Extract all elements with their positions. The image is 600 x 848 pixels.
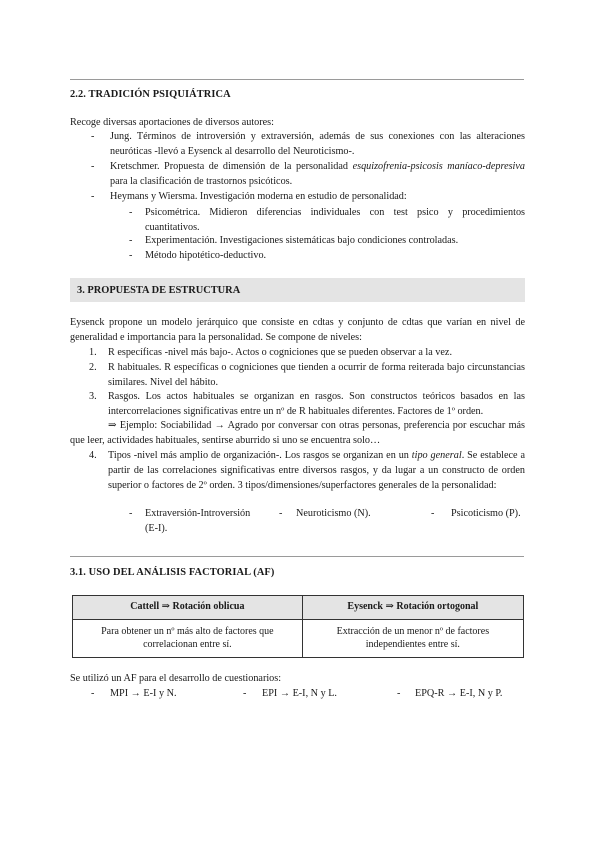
type-psicoticismo: Psicoticismo (P). — [451, 508, 521, 519]
table-header-cattell: Cattell ⇒ Rotación oblicua — [73, 596, 303, 620]
text-span: Tipos -nivel más amplio de organización-. Los rasgos se organizan en un — [108, 450, 412, 461]
level-4 — [108, 449, 525, 493]
table-cell-eysenck: Extracción de un menor nº de factores independientes entre sí. — [302, 619, 523, 657]
table-header-eysenck: Eysenck ⇒ Rotación ortogonal — [302, 596, 523, 620]
level-2: R habituales. R específicas o cogniciones que tienden a ocurrir de forma reiterada bajo circunstancias similares. Nivel del hábito. — [108, 362, 525, 388]
rotation-table — [72, 595, 524, 658]
section-divider — [70, 556, 524, 557]
bullet: - — [397, 688, 401, 699]
sub-bullet: - — [279, 508, 283, 519]
questionnaire-epi: EPI → E-I, N y L. — [262, 688, 337, 699]
section-heading-3-1: 3.1. USO DEL ANÁLISIS FACTORIAL (AF) — [70, 567, 275, 578]
bullet: - — [91, 688, 95, 699]
list-item-jung: Jung. Términos de introversión y extraversión, además de sus conexiones con las alteraciones neuróticas -llevó a Eysenck al desarrollo del Neuroticismo-. — [110, 131, 525, 157]
top-divider — [70, 79, 524, 80]
type-neuroticismo: Neuroticismo (N). — [296, 508, 371, 519]
sublist-item-psicometrica: Psicométrica. Midieron diferencias individuales con test psico y procedimientos cuantitativos. — [145, 207, 525, 233]
example-text: ⇒ Ejemplo: Sociabilidad → Agrado por conversar con otras personas, preferencia por escuchar más que leer, actividades habituales, sentirse aburrido si uno se encuentra solo… — [70, 420, 525, 446]
bullet: - — [243, 688, 247, 699]
type-extraversion: Extraversión-Introversión (E-I). — [145, 508, 251, 534]
bullet: - — [91, 131, 95, 142]
sec22-intro: Recoge diversas aportaciones de diversos autores: — [70, 117, 274, 128]
text-span: . Se establece a partir de las correlaciones significativas entre diversos rasgos, y da lugar a un constructo de orden superior o factores de 2º orden. 3 tipos/dimensiones/superfactores generales de la personalidad: — [108, 450, 526, 491]
sub-bullet: - — [129, 508, 133, 519]
list-number: 4. — [89, 450, 97, 461]
bullet: - — [91, 191, 95, 202]
bullet: - — [91, 161, 95, 172]
text-span: para la clasificación de trastornos psicóticos. — [110, 175, 293, 187]
table-row — [73, 619, 524, 657]
sub-bullet: - — [129, 250, 133, 261]
list-item-heymans: Heymans y Wiersma. Investigación moderna en estudio de personalidad: — [110, 191, 407, 202]
list-item-kretschmer — [110, 160, 525, 190]
emphasis-text: tipo general — [411, 450, 462, 461]
section-heading-2-2: 2.2. TRADICIÓN PSIQUIÁTRICA — [70, 89, 231, 100]
text-span: Kretschmer. Propuesta de dimensión de la personalidad — [110, 161, 353, 172]
table-cell-cattell: Para obtener un nº más alto de factores que correlacionan entre sí. — [73, 619, 303, 657]
sublist-item-experimentacion: Experimentación. Investigaciones sistemáticas bajo condiciones controladas. — [145, 235, 459, 246]
level-1: R específicas -nivel más bajo-. Actos o cogniciones que se pueden observar a la vez. — [108, 347, 452, 358]
sec31-intro: Se utilizó un AF para el desarrollo de cuestionarios: — [70, 673, 282, 684]
list-number: 3. — [89, 391, 97, 402]
section-band-3 — [70, 278, 525, 302]
questionnaire-epq-r: EPQ-R → E-I, N y P. — [415, 688, 503, 699]
sec3-intro: Eysenck propone un modelo jerárquico que consiste en cdtas y conjunto de cdtas que varían en nivel de generalidad e importancia para la personalidad. Se compone de niveles: — [70, 317, 525, 343]
level-3: Rasgos. Los actos habituales se organizan en rasgos. Son constructos teóricos basados en las intercorrelaciones significativas entre un nº de R habituales diferentes. Factores de 1º orden. — [108, 391, 525, 417]
sub-bullet: - — [431, 508, 435, 519]
table-header-row — [73, 596, 524, 620]
list-number: 2. — [89, 362, 97, 373]
questionnaire-mpi: MPI → E-I y N. — [110, 688, 177, 699]
sublist-item-metodo: Método hipotético-deductivo. — [145, 250, 267, 261]
sub-bullet: - — [129, 207, 133, 218]
list-number: 1. — [89, 347, 97, 358]
emphasis-text: esquizofrenia-psicosis maníaco-depresiva — [352, 161, 526, 172]
section-heading-3: 3. PROPUESTA DE ESTRUCTURA — [77, 285, 241, 296]
sub-bullet: - — [129, 235, 133, 246]
